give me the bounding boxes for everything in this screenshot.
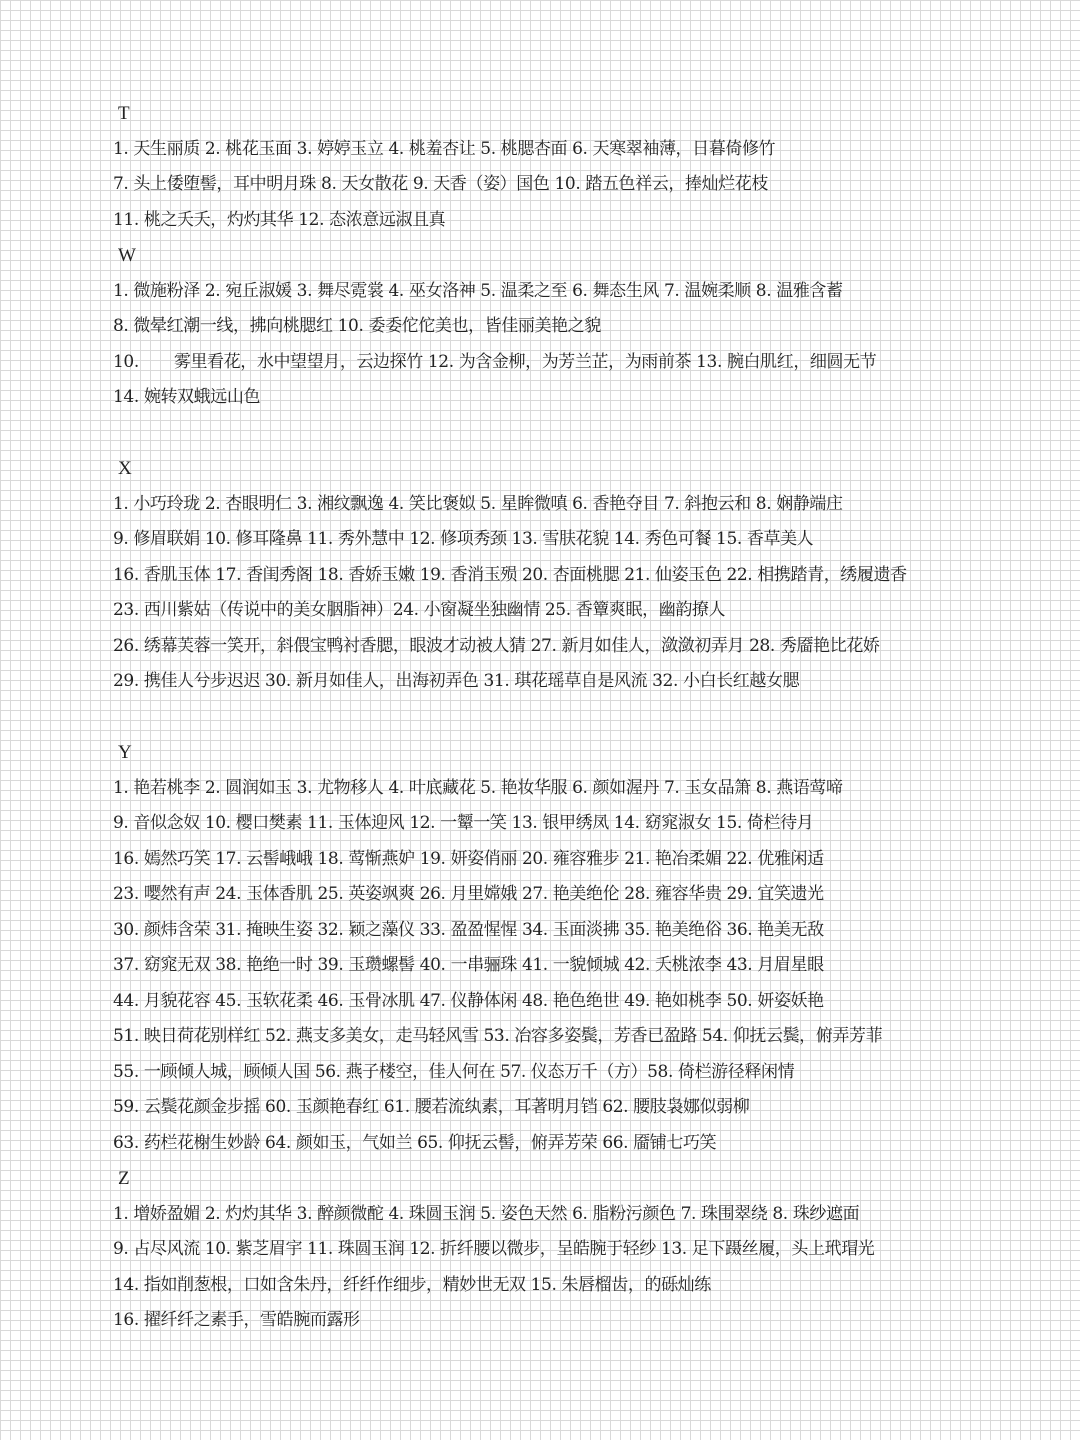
text-line: 1. 微施粉泽 2. 宛丘淑媛 3. 舞尽霓裳 4. 巫女洛神 5. 温柔之至 6. 舞态生风 7. 温婉柔顺 8. 温雅含蓄 — [113, 280, 843, 301]
section-heading-t: T — [118, 103, 130, 124]
text-line: 29. 携佳人兮步迟迟 30. 新月如佳人，出海初弄色 31. 琪花瑶草自是风流 32. 小白长红越女腮 — [113, 671, 800, 691]
text-line: 1. 增娇盈媚 2. 灼灼其华 3. 醉颜微酡 4. 珠圆玉润 5. 姿色天然 6. 脂粉污颜色 7. 珠围翠绕 8. 珠纱遮面 — [113, 1203, 860, 1224]
text-line: 59. 云鬓花颜金步摇 60. 玉颜艳春红 61. 腰若流纨素，耳著明月铛 62. 腰肢袅娜似弱柳 — [113, 1097, 750, 1117]
text-line: 63. 药栏花榭生妙龄 64. 颜如玉，气如兰 65. 仰抚云髻，俯弄芳荣 66. 靥铺七巧笑 — [113, 1132, 717, 1153]
text-line: 37. 窈窕无双 38. 艳绝一时 39. 玉瓒螺髻 40. 一串骊珠 41. 一貌倾城 42. 夭桃浓李 43. 月眉星眼 — [113, 955, 824, 975]
blank-line — [113, 700, 1073, 736]
text-line: 26. 绣幕芙蓉一笑开，斜偎宝鸭衬香腮，眼波才动被人猜 27. 新月如佳人，潋潋初弄月 28. 秀靥艳比花娇 — [113, 635, 880, 656]
text-line: 16. 香肌玉体 17. 香闺秀阁 18. 香娇玉嫩 19. 香消玉殒 20. 杏面桃腮 21. 仙姿玉色 22. 相携踏青，绣履遗香 — [113, 564, 907, 585]
text-line: 55. 一顾倾人城，顾倾人国 56. 燕子楼空，佳人何在 57. 仪态万千（方）58. 倚栏游径释闲情 — [113, 1061, 795, 1082]
section-heading-w: W — [118, 245, 136, 266]
document-page — [113, 96, 1073, 1339]
text-line: 16. 擢纤纤之素手，雪皓腕而露形 — [113, 1310, 360, 1330]
text-line: 30. 颜炜含荣 31. 掩映生姿 32. 颖之藻仪 33. 盈盈惺惺 34. 玉面淡拂 35. 艳美绝俗 36. 艳美无敌 — [113, 919, 824, 940]
text-line: 11. 桃之夭夭，灼灼其华 12. 态浓意远淑且真 — [113, 209, 446, 230]
text-line: 44. 月貌花容 45. 玉软花柔 46. 玉骨冰肌 47. 仪静体闲 48. 艳色绝世 49. 艳如桃李 50. 妍姿妖艳 — [113, 990, 824, 1011]
text-line: 1. 艳若桃李 2. 圆润如玉 3. 尤物移人 4. 叶底藏花 5. 艳妆华服 6. 颜如渥丹 7. 玉女品箫 8. 燕语莺啼 — [113, 777, 843, 798]
text-line: 14. 婉转双蛾远山色 — [113, 387, 261, 407]
text-line: 1. 小巧玲珑 2. 杏眼明仁 3. 湘纹飘逸 4. 笑比褒姒 5. 星眸微嗔 6. 香艳夺目 7. 斜抱云和 8. 娴静端庄 — [113, 493, 843, 514]
section-heading-x: X — [118, 458, 132, 479]
text-line: 7. 头上倭堕髻，耳中明月珠 8. 天女散花 9. 天香（姿）国色 10. 踏五色祥云，捧灿烂花枝 — [113, 174, 768, 194]
text-line: 9. 修眉联娟 10. 修耳隆鼻 11. 秀外慧中 12. 修项秀颈 13. 雪肤花貌 14. 秀色可餐 15. 香草美人 — [113, 529, 814, 549]
section-heading-z: Z — [118, 1168, 130, 1189]
section-heading-y: Y — [118, 742, 132, 763]
text-line: 23. 嘤然有声 24. 玉体香肌 25. 英姿飒爽 26. 月里嫦娥 27. 艳美绝伦 28. 雍容华贵 29. 宜笑遗光 — [113, 884, 824, 904]
text-line: 9. 占尽风流 10. 紫芝眉宇 11. 珠圆玉润 12. 折纤腰以微步，呈皓腕于轻纱 13. 足下蹑丝履，头上玳瑁光 — [113, 1239, 875, 1259]
text-line: 23. 西川紫姑（传说中的美女胭脂神）24. 小窗凝坐独幽情 25. 香簟爽眠，幽韵撩人 — [113, 600, 726, 620]
text-line: 10. 雾里看花，水中望望月，云边探竹 12. 为含金柳，为芳兰芷，为雨前茶 13. 腕白肌红，细圆无节 — [113, 351, 877, 372]
blank-line — [113, 416, 1073, 452]
text-line: 14. 指如削葱根，口如含朱丹，纤纤作细步，精妙世无双 15. 朱唇榴齿，的砾灿练 — [113, 1274, 711, 1295]
text-line: 9. 音似念奴 10. 樱口樊素 11. 玉体迎风 12. 一颦一笑 13. 银甲绣凤 14. 窈窕淑女 15. 倚栏待月 — [113, 813, 814, 833]
text-line: 51. 映日荷花别样红 52. 燕支多美女，走马轻风雪 53. 冶容多姿鬓，芳香已盈路 54. 仰抚云鬓，俯弄芳菲 — [113, 1026, 883, 1046]
text-line: 16. 嫣然巧笑 17. 云髻峨峨 18. 莺惭燕妒 19. 妍姿俏丽 20. 雍容雅步 21. 艳冶柔媚 22. 优雅闲适 — [113, 848, 824, 869]
text-line: 8. 微晕红潮一线，拂向桃腮红 10. 委委佗佗美也，皆佳丽美艳之貌 — [113, 316, 601, 336]
text-line: 1. 天生丽质 2. 桃花玉面 3. 婷婷玉立 4. 桃羞杏让 5. 桃腮杏面 6. 天寒翠袖薄，日暮倚修竹 — [113, 138, 776, 159]
